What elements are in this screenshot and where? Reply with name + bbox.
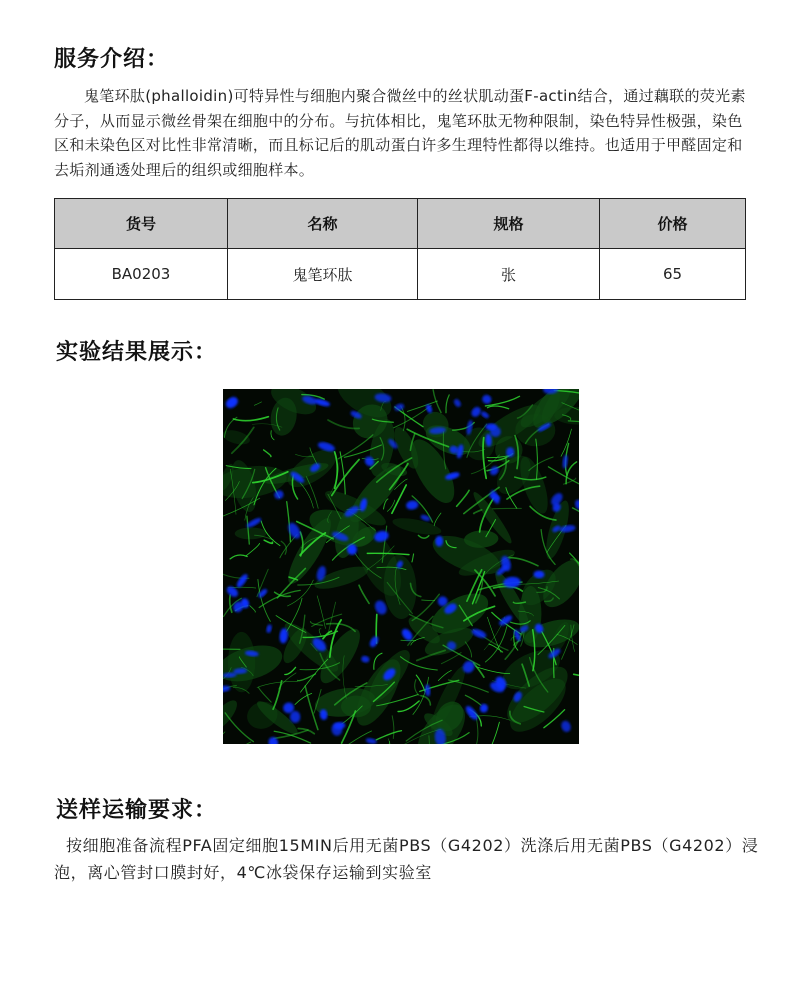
header-name: 名称 — [228, 199, 418, 249]
cell-nucleus — [506, 447, 514, 457]
product-table — [54, 198, 746, 300]
fluorescence-micrograph — [223, 389, 579, 744]
section-title-service: 服务介绍： — [54, 47, 170, 72]
intro-paragraph: 鬼笔环肽(phalloidin)可特异性与细胞内聚合微丝中的丝状肌动蛋F-actin结合，通过藕联的荧光素分子，从而显示微丝骨架在细胞中的分布。与抗体相比，鬼笔环肽无物种限制，染色特异性极强，染色区和未染色区对比性非常清晰，而且标记后的肌动蛋白许多生理特性都得以维持。也适用于甲醛固定和去垢剂通透处理后的组织或细胞样本。 — [54, 87, 746, 179]
header-item-number: 货号 — [55, 199, 228, 249]
table-row — [55, 249, 746, 300]
section-title-shipping: 送样运输要求： — [56, 798, 218, 823]
cell-item-number: BA0203 — [55, 249, 228, 300]
cell-name: 鬼笔环肽 — [228, 249, 418, 300]
table-header-row — [55, 199, 746, 249]
cell-price: 65 — [600, 249, 746, 300]
header-price: 价格 — [600, 199, 746, 249]
micrograph-image — [223, 389, 579, 744]
cell-specification: 张 — [418, 249, 600, 300]
shipping-paragraph: 按细胞准备流程PFA固定细胞15MIN后用无菌PBS（G4202）洗涤后用无菌PBS（G4202）浸泡，离心管封口膜封好，4℃冰袋保存运输到实验室 — [54, 836, 759, 882]
section-title-result: 实验结果展示： — [56, 340, 218, 365]
header-specification: 规格 — [418, 199, 600, 249]
